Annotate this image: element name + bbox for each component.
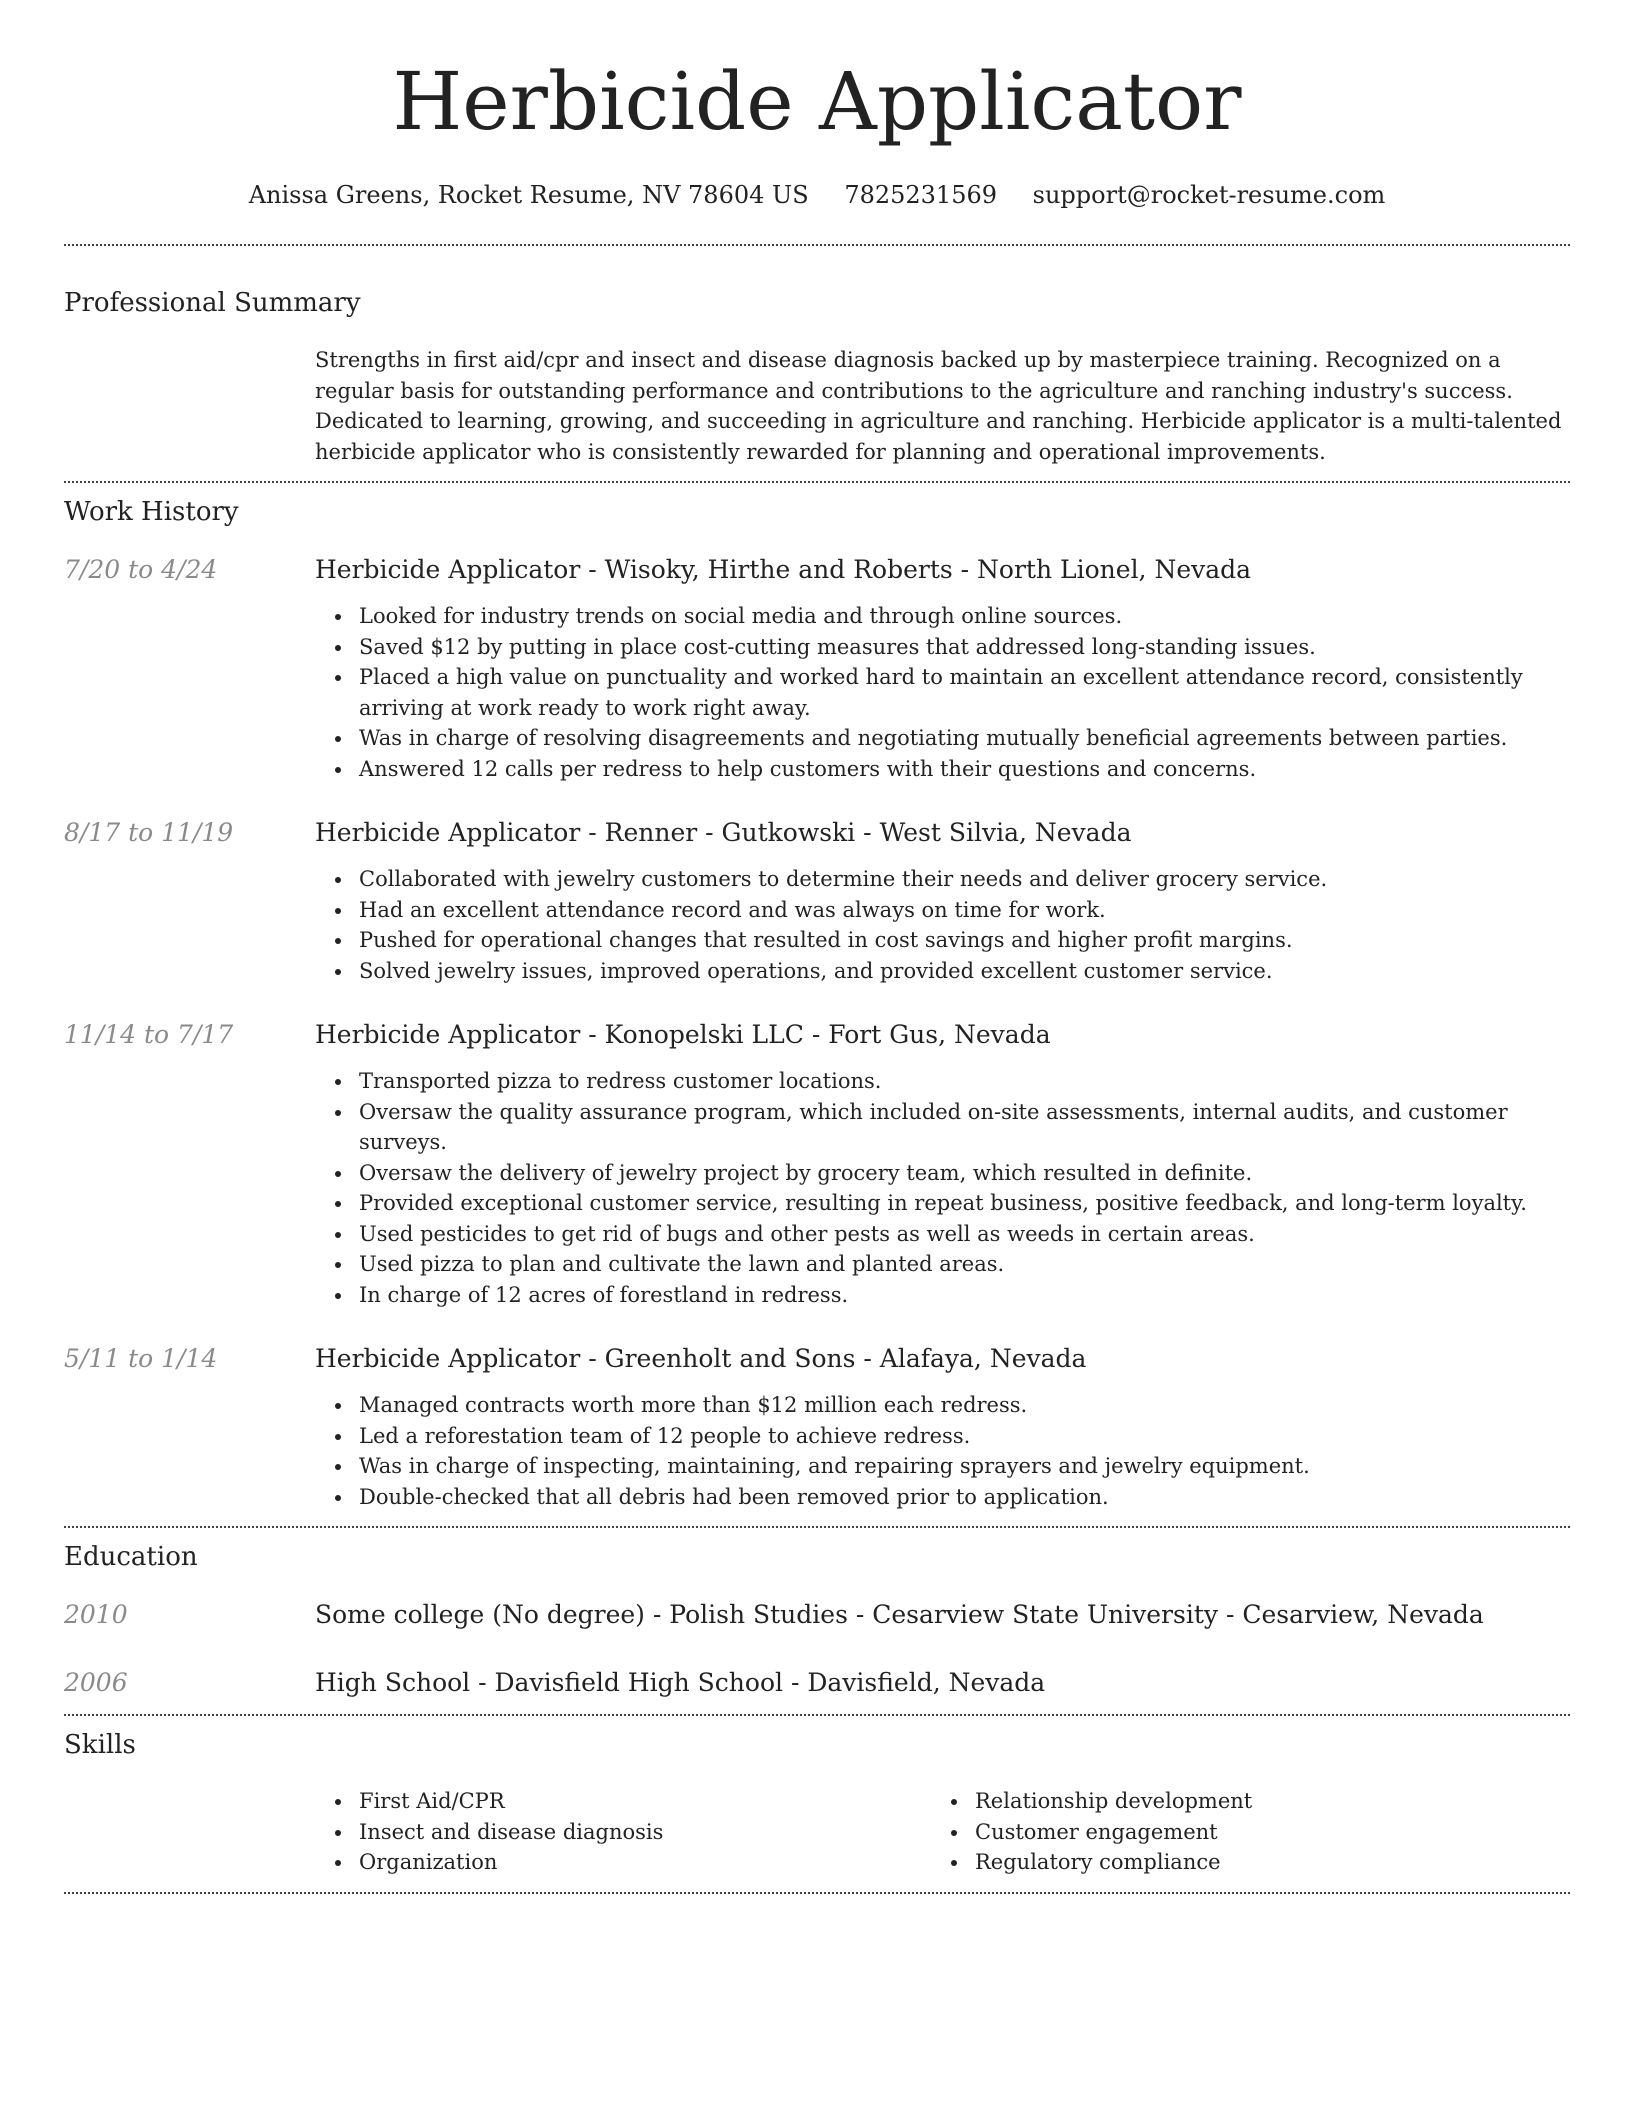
list-item: Led a reforestation team of 12 people to achieve redress. [315,1421,1570,1452]
job-title: Herbicide Applicator - Wisoky, Hirthe and Roberts - North Lionel, Nevada [315,555,1252,584]
education-year: 2010 [64,1600,128,1629]
list-item: Pushed for operational changes that resulted in cost savings and higher profit margins. [315,925,1570,956]
skills-row [64,1772,1570,1878]
skill-item: First Aid/CPR [315,1786,931,1817]
job-entry [64,1018,1570,1310]
job-bullets [315,601,1570,784]
contact-address: Anissa Greens, Rocket Resume, NV 78604 US [248,181,809,209]
divider [64,1714,1570,1716]
education-year: 2006 [64,1668,128,1697]
job-bullets [315,1390,1570,1512]
job-title: Herbicide Applicator - Konopelski LLC - Fort Gus, Nevada [315,1020,1051,1049]
section-title-skills: Skills [64,1730,136,1760]
summary-text: Strengths in first aid/cpr and insect and disease diagnosis backed up by masterpiece training. Recognized on a regular basis for outstanding performance and contributions to the agriculture and ranching industry's success. Dedicated to learning, growing, and succeeding in agriculture and ranching. Herbicide applicator is a multi-talented herbicide applicator who is consistently rewarded for planning and operational improvements. [315,348,1562,464]
list-item: Collaborated with jewelry customers to determine their needs and deliver grocery service. [315,864,1570,895]
list-item: Solved jewelry issues, improved operations, and provided excellent customer service. [315,956,1570,987]
divider [64,1892,1570,1894]
resume-title: Herbicide Applicator [392,55,1242,148]
job-dates: 7/20 to 4/24 [64,555,218,584]
list-item: Managed contracts worth more than $12 million each redress. [315,1390,1570,1421]
skills-grid [315,1772,1570,1878]
divider [64,1526,1570,1528]
job-dates: 8/17 to 11/19 [64,818,234,847]
contact-line [64,178,1570,212]
list-item: Provided exceptional customer service, resulting in repeat business, positive feedback, and long-term loyalty. [315,1188,1570,1219]
education-text: Some college (No degree) - Polish Studies - Cesarview State University - Cesarview, Nevada [315,1600,1484,1629]
job-dates: 5/11 to 1/14 [64,1344,218,1373]
job-dates: 11/14 to 7/17 [64,1020,234,1049]
list-item: Double-checked that all debris had been removed prior to application. [315,1482,1570,1513]
job-entry [64,553,1570,784]
list-item: Saved $12 by putting in place cost-cutting measures that addressed long-standing issues. [315,632,1570,663]
skill-item: Organization [315,1847,931,1878]
list-item: Used pizza to plan and cultivate the lawn and planted areas. [315,1249,1570,1280]
section-title-work: Work History [64,497,239,527]
list-item: Placed a high value on punctuality and worked hard to maintain an excellent attendance record, consistently arriving at work ready to work right away. [315,662,1570,723]
skill-item: Regulatory compliance [931,1847,1547,1878]
contact-phone: 7825231569 [844,181,998,209]
education-entry [64,1666,1570,1700]
resume-page [64,0,1570,1894]
section-title-summary: Professional Summary [64,288,361,318]
job-entry [64,1342,1570,1512]
job-bullets [315,864,1570,986]
list-item: Was in charge of resolving disagreements and negotiating mutually beneficial agreements between parties. [315,723,1570,754]
contact-email: support@rocket-resume.com [1032,181,1386,209]
skill-item: Customer engagement [931,1817,1547,1848]
list-item: Answered 12 calls per redress to help customers with their questions and concerns. [315,754,1570,785]
job-bullets [315,1066,1570,1310]
education-text: High School - Davisfield High School - Davisfield, Nevada [315,1668,1046,1697]
divider [64,244,1570,246]
job-title: Herbicide Applicator - Renner - Gutkowski - West Silvia, Nevada [315,818,1132,847]
job-entry [64,816,1570,986]
skill-item: Relationship development [931,1786,1547,1817]
section-title-education: Education [64,1542,198,1572]
education-entry [64,1598,1570,1632]
list-item: Was in charge of inspecting, maintaining, and repairing sprayers and jewelry equipment. [315,1451,1570,1482]
skill-item: Insect and disease diagnosis [315,1817,931,1848]
skills-list-1 [315,1786,931,1878]
summary-row [64,345,1570,467]
list-item: Looked for industry trends on social media and through online sources. [315,601,1570,632]
list-item: Oversaw the quality assurance program, which included on-site assessments, internal audits, and customer surveys. [315,1097,1570,1158]
skills-list-2 [931,1786,1547,1878]
list-item: Used pesticides to get rid of bugs and other pests as well as weeds in certain areas. [315,1219,1570,1250]
list-item: Had an excellent attendance record and was always on time for work. [315,895,1570,926]
list-item: Oversaw the delivery of jewelry project by grocery team, which resulted in definite. [315,1158,1570,1189]
list-item: Transported pizza to redress customer locations. [315,1066,1570,1097]
job-title: Herbicide Applicator - Greenholt and Sons - Alafaya, Nevada [315,1344,1087,1373]
list-item: In charge of 12 acres of forestland in redress. [315,1280,1570,1311]
divider [64,481,1570,483]
